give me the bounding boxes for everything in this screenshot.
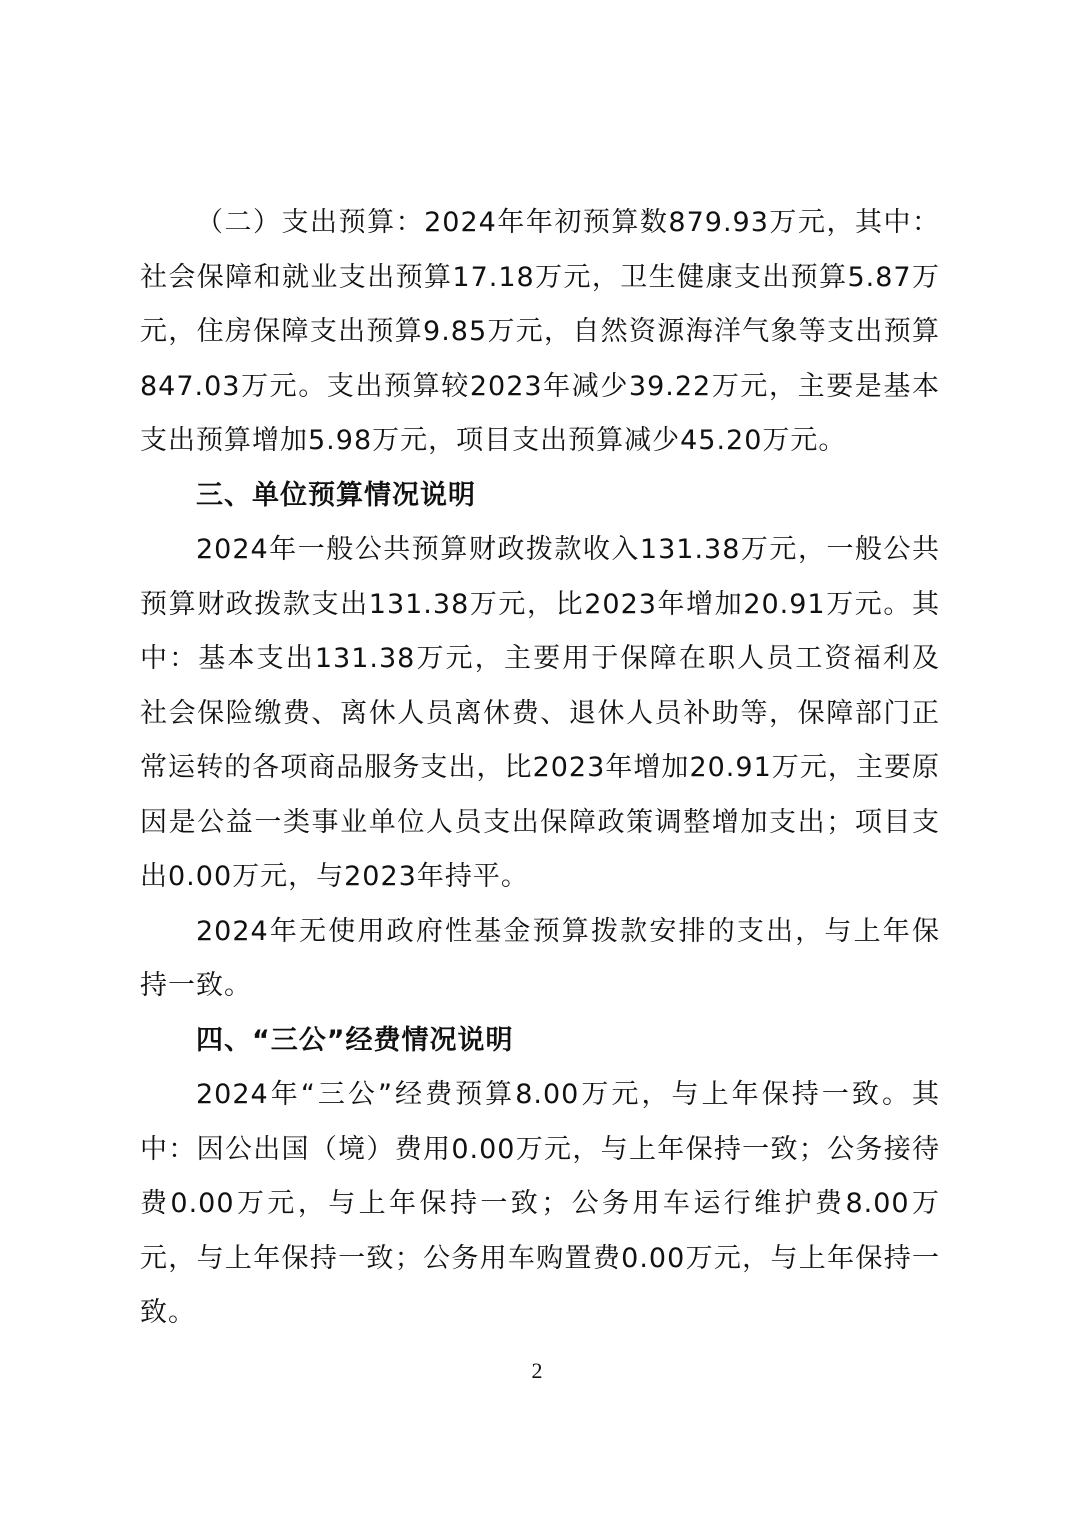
section-heading-three-public-expenses: 四、“三公”经费情况说明 xyxy=(196,1024,514,1056)
paragraph-three-public-expenses: 2024年“三公”经费预算8.00万元，与上年保持一致。其中：因公出国（境）费用0.00万元，与上年保持一致；公务接待费0.00万元，与上年保持一致；公务用车运行维护费8.00万元，与上年保持一致；公务用车购置费0.00万元，与上年保持一致。 xyxy=(140,1079,940,1328)
paragraph-expenditure-budget: （二）支出预算：2024年年初预算数879.93万元，其中：社会保障和就业支出预算17.18万元，卫生健康支出预算5.87万元，住房保障支出预算9.85万元，自然资源海洋气象等支出预算847.03万元。支出预算较2023年减少39.22万元，主要是基本支出预算增加5.98万元，项目支出预算减少45.20万元。 xyxy=(140,207,940,456)
paragraph-government-fund-budget: 2024年无使用政府性基金预算拨款安排的支出，与上年保持一致。 xyxy=(140,915,940,1001)
page-number: 2 xyxy=(531,1358,543,1383)
section-heading-unit-budget: 三、单位预算情况说明 xyxy=(196,479,476,511)
document-body xyxy=(140,196,940,1341)
paragraph-general-public-budget: 2024年一般公共预算财政拨款收入131.38万元，一般公共预算财政拨款支出131.38万元，比2023年增加20.91万元。其中：基本支出131.38万元，主要用于保障在职人员工资福利及社会保险缴费、离休人员离休费、退休人员补助等，保障部门正常运转的各项商品服务支出，比2023年增加20.91万元，主要原因是公益一类事业单位人员支出保障政策调整增加支出；项目支出0.00万元，与2023年持平。 xyxy=(140,534,940,892)
